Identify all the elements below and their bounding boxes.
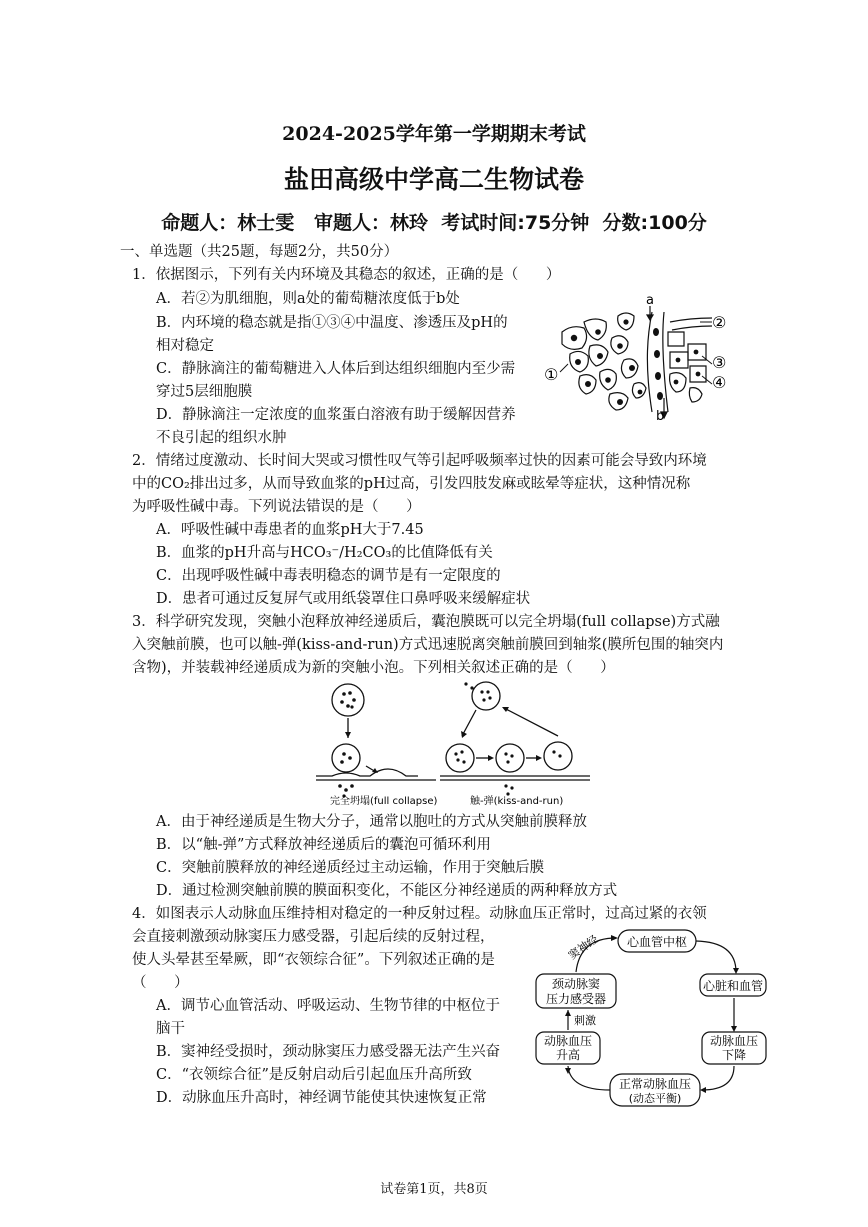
- q3-option-d: D．通过检测突触前膜的膜面积变化，不能区分神经递质的两种释放方式: [156, 883, 618, 899]
- q3-caption-kiss-and-run: 触-弹(kiss-and-run): [470, 796, 564, 807]
- q1-label-4: ④: [712, 373, 727, 392]
- q4-fig-receptor-line2: 压力感受器: [545, 992, 607, 1006]
- q1-label-2: ②: [712, 313, 727, 332]
- q4-fig-high-line1: 动脉血压: [543, 1034, 593, 1048]
- q1-option-b: B．内环境的稳态就是指①③④中温度、渗透压及pH的: [156, 315, 508, 331]
- q1-label-1: ①: [544, 365, 559, 384]
- q4-fig-heart: 心脏和血管: [702, 979, 764, 993]
- exam-title: 2024-2025学年第一学期期末考试: [282, 123, 586, 145]
- q2-stem-2: 中的CO₂排出过多，从而导致血浆的pH过高，引发四肢发麻或眩晕等症状，这种情况称: [132, 476, 691, 492]
- q1-stem: 1．依据图示，下列有关内环境及其稳态的叙述，正确的是（ ）: [132, 267, 561, 283]
- q4-option-a-cont: 脑干: [156, 1021, 185, 1037]
- q2-option-a: A．呼吸性碱中毒患者的血浆pH大于7.45: [156, 522, 424, 538]
- q1-option-d-cont: 不良引起的组织水肿: [156, 430, 287, 446]
- q2-option-d: D．患者可通过反复屏气或用纸袋罩住口鼻呼吸来缓解症状: [156, 591, 531, 607]
- q3-option-c: C．突触前膜释放的神经递质经过主动运输，作用于突触后膜: [156, 860, 545, 876]
- q1-option-b-cont: 相对稳定: [156, 338, 214, 354]
- section-heading: 一、单选题（共25题，每题2分，共50分）: [120, 244, 399, 260]
- q4-fig-receptor-line1: 颈动脉窦: [551, 977, 601, 991]
- q3-caption-full-collapse: 完全坍塌(full collapse): [330, 796, 438, 807]
- q1-option-a: A．若②为肌细胞，则a处的葡萄糖浓度低于b处: [156, 291, 460, 307]
- q4-stem-4: （ ）: [132, 975, 189, 991]
- q3-option-b: B．以“触-弹”方式释放神经递质后的囊泡可循环利用: [156, 837, 491, 853]
- q4-reflex-diagram: [530, 924, 780, 1110]
- q4-option-a: A．调节心血管活动、呼吸运动、生物节律的中枢位于: [156, 998, 500, 1014]
- q4-option-d: D．动脉血压升高时，神经调节能使其快速恢复正常: [156, 1090, 487, 1106]
- q4-fig-stimulus: 刺激: [574, 1014, 596, 1027]
- q1-option-c-cont: 穿过5层细胞膜: [156, 384, 253, 400]
- q4-stem-2: 会直接刺激颈动脉窦压力感受器，引起后续的反射过程，: [132, 929, 495, 945]
- q1-label-b: b: [656, 409, 665, 424]
- paper-info: 命题人：林士雯 审题人：林玲 考试时间:75分钟 分数:100分: [161, 212, 707, 234]
- q2-stem-3: 为呼吸性碱中毒。下列说法错误的是（ ）: [132, 499, 421, 515]
- q4-fig-normal-line1: 正常动脉血压: [618, 1077, 692, 1091]
- q3-stem-2: 入突触前膜，也可以触-弹(kiss-and-run)方式迅速脱离突触前膜回到轴浆(膜所包围的轴突内: [132, 637, 724, 653]
- q2-stem-1: 2．情绪过度激动、长时间大哭或习惯性叹气等引起呼吸频率过快的因素可能会导致内环境: [132, 453, 707, 469]
- q4-fig-low-line1: 动脉血压: [709, 1034, 759, 1048]
- q4-stem-3: 使人头晕甚至晕厥，即“衣领综合征”。下列叙述正确的是: [132, 952, 495, 968]
- q3-stem-1: 3．科学研究发现，突触小泡释放神经递质后，囊泡膜既可以完全坍塌(full collapse)方式融: [132, 614, 720, 630]
- q4-fig-center: 心血管中枢: [626, 935, 688, 949]
- q4-fig-low-line2: 下降: [721, 1048, 747, 1062]
- paper-title: 盐田高级中学高二生物试卷: [283, 165, 584, 194]
- q4-fig-high-line2: 升高: [555, 1048, 581, 1062]
- page-footer: 试卷第1页，共8页: [380, 1182, 488, 1197]
- q1-option-c: C．静脉滴注的葡萄糖进入人体后到达组织细胞内至少需: [156, 361, 516, 377]
- q4-fig-nerve: 窦神经: [566, 932, 601, 963]
- q1-option-d: D．静脉滴注一定浓度的血浆蛋白溶液有助于缓解因营养: [156, 407, 516, 423]
- q2-option-b: B．血浆的pH升高与HCO₃⁻/H₂CO₃的比值降低有关: [156, 545, 493, 561]
- q1-label-a: a: [646, 293, 654, 308]
- q4-fig-normal-line2: (动态平衡): [628, 1092, 682, 1105]
- q1-label-3: ③: [712, 353, 727, 372]
- q3-option-a: A．由于神经递质是生物大分子，通常以胞吐的方式从突触前膜释放: [156, 814, 587, 830]
- q4-option-c: C．“衣领综合征”是反射启动后引起血压升高所致: [156, 1067, 472, 1083]
- q3-vesicle-diagram: [300, 680, 600, 810]
- q4-option-b: B．窦神经受损时，颈动脉窦压力感受器无法产生兴奋: [156, 1044, 501, 1060]
- q3-stem-3: 含物)，并装载神经递质成为新的突触小泡。下列相关叙述正确的是（ ）: [132, 660, 615, 676]
- q2-option-c: C．出现呼吸性碱中毒表明稳态的调节是有一定限度的: [156, 568, 501, 584]
- q1-tissue-diagram: [540, 292, 730, 427]
- q4-stem-1: 4．如图表示人动脉血压维持相对稳定的一种反射过程。动脉血压正常时，过高过紧的衣领: [132, 906, 707, 922]
